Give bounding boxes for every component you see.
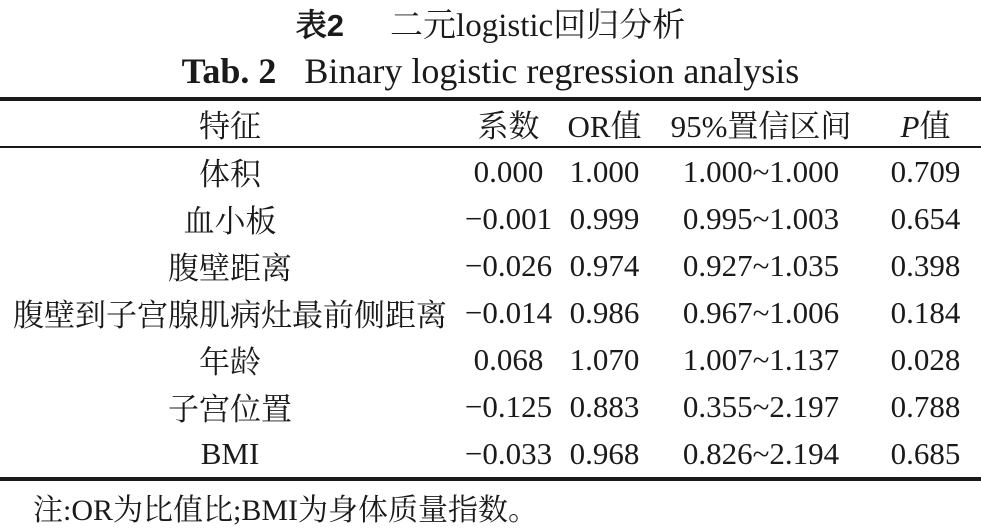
coefficient-cell: −0.026	[464, 247, 553, 283]
feature-cell: 腹壁到子宫腺肌病灶最前侧距离	[13, 298, 447, 333]
coefficient-cell: −0.014	[464, 294, 553, 330]
caption-en-number: Tab. 2	[181, 51, 277, 91]
p-cell: 0.654	[890, 200, 961, 236]
p-cell: 0.788	[890, 388, 961, 424]
col-header-or: OR值	[557, 99, 652, 147]
table-footnote: 注:OR为比值比;BMI为身体质量指数。	[33, 494, 539, 527]
table-row-bmi	[0, 430, 981, 479]
table-header-row	[0, 99, 981, 147]
coefficient-cell: 0.068	[473, 341, 544, 377]
table-row-age	[0, 336, 981, 383]
ci-cell: 0.995~1.003	[682, 200, 840, 236]
or-cell: 0.968	[569, 435, 640, 471]
coefficient-cell: −0.125	[464, 388, 553, 424]
col-header-feature: 特征	[0, 99, 460, 147]
or-cell: 0.883	[569, 388, 640, 424]
table-captions	[0, 0, 981, 93]
table-row-volume	[0, 147, 981, 195]
ci-cell: 0.826~2.194	[682, 435, 840, 471]
regression-table	[0, 97, 981, 481]
table-row-wall-to-lesion-distance	[0, 289, 981, 336]
ci-cell: 1.000~1.000	[682, 153, 840, 189]
p-cell: 0.709	[890, 153, 961, 189]
col-header-p-symbol: P	[900, 109, 920, 144]
col-header-ci: 95%置信区间	[652, 99, 870, 147]
or-cell: 0.999	[569, 200, 640, 236]
ci-cell: 0.927~1.035	[682, 247, 840, 283]
coefficient-cell: 0.000	[473, 153, 544, 189]
coefficient-cell: −0.033	[464, 435, 553, 471]
feature-cell: 腹壁距离	[168, 251, 292, 286]
coefficient-cell: −0.001	[464, 200, 553, 236]
ci-cell: 1.007~1.137	[682, 341, 840, 377]
p-cell: 0.398	[890, 247, 961, 283]
caption-zh-number: 表2	[295, 8, 345, 43]
col-header-p	[870, 99, 981, 147]
feature-cell: 血小板	[183, 204, 277, 239]
table-row-uterine-position	[0, 383, 981, 430]
col-header-coefficient: 系数	[460, 99, 557, 147]
caption-en	[0, 49, 981, 93]
ci-cell: 0.355~2.197	[682, 388, 840, 424]
feature-cell: 年龄	[199, 345, 261, 380]
caption-zh-text: 二元logistic回归分析	[390, 8, 686, 44]
ci-cell: 0.967~1.006	[682, 294, 840, 330]
caption-en-text: Binary logistic regression analysis	[304, 51, 800, 91]
feature-cell: 体积	[199, 157, 261, 192]
p-cell: 0.028	[890, 341, 961, 377]
feature-cell: 子宫位置	[168, 392, 292, 427]
or-cell: 1.000	[569, 153, 640, 189]
or-cell: 1.070	[569, 341, 640, 377]
p-cell: 0.685	[890, 435, 961, 471]
or-cell: 0.974	[569, 247, 640, 283]
feature-cell: BMI	[200, 435, 260, 471]
table-row-platelet	[0, 195, 981, 242]
table-row-abdominal-wall-distance	[0, 242, 981, 289]
or-cell: 0.986	[569, 294, 640, 330]
p-cell: 0.184	[890, 294, 961, 330]
col-header-p-suffix: 值	[919, 109, 951, 144]
caption-zh	[0, 3, 981, 49]
